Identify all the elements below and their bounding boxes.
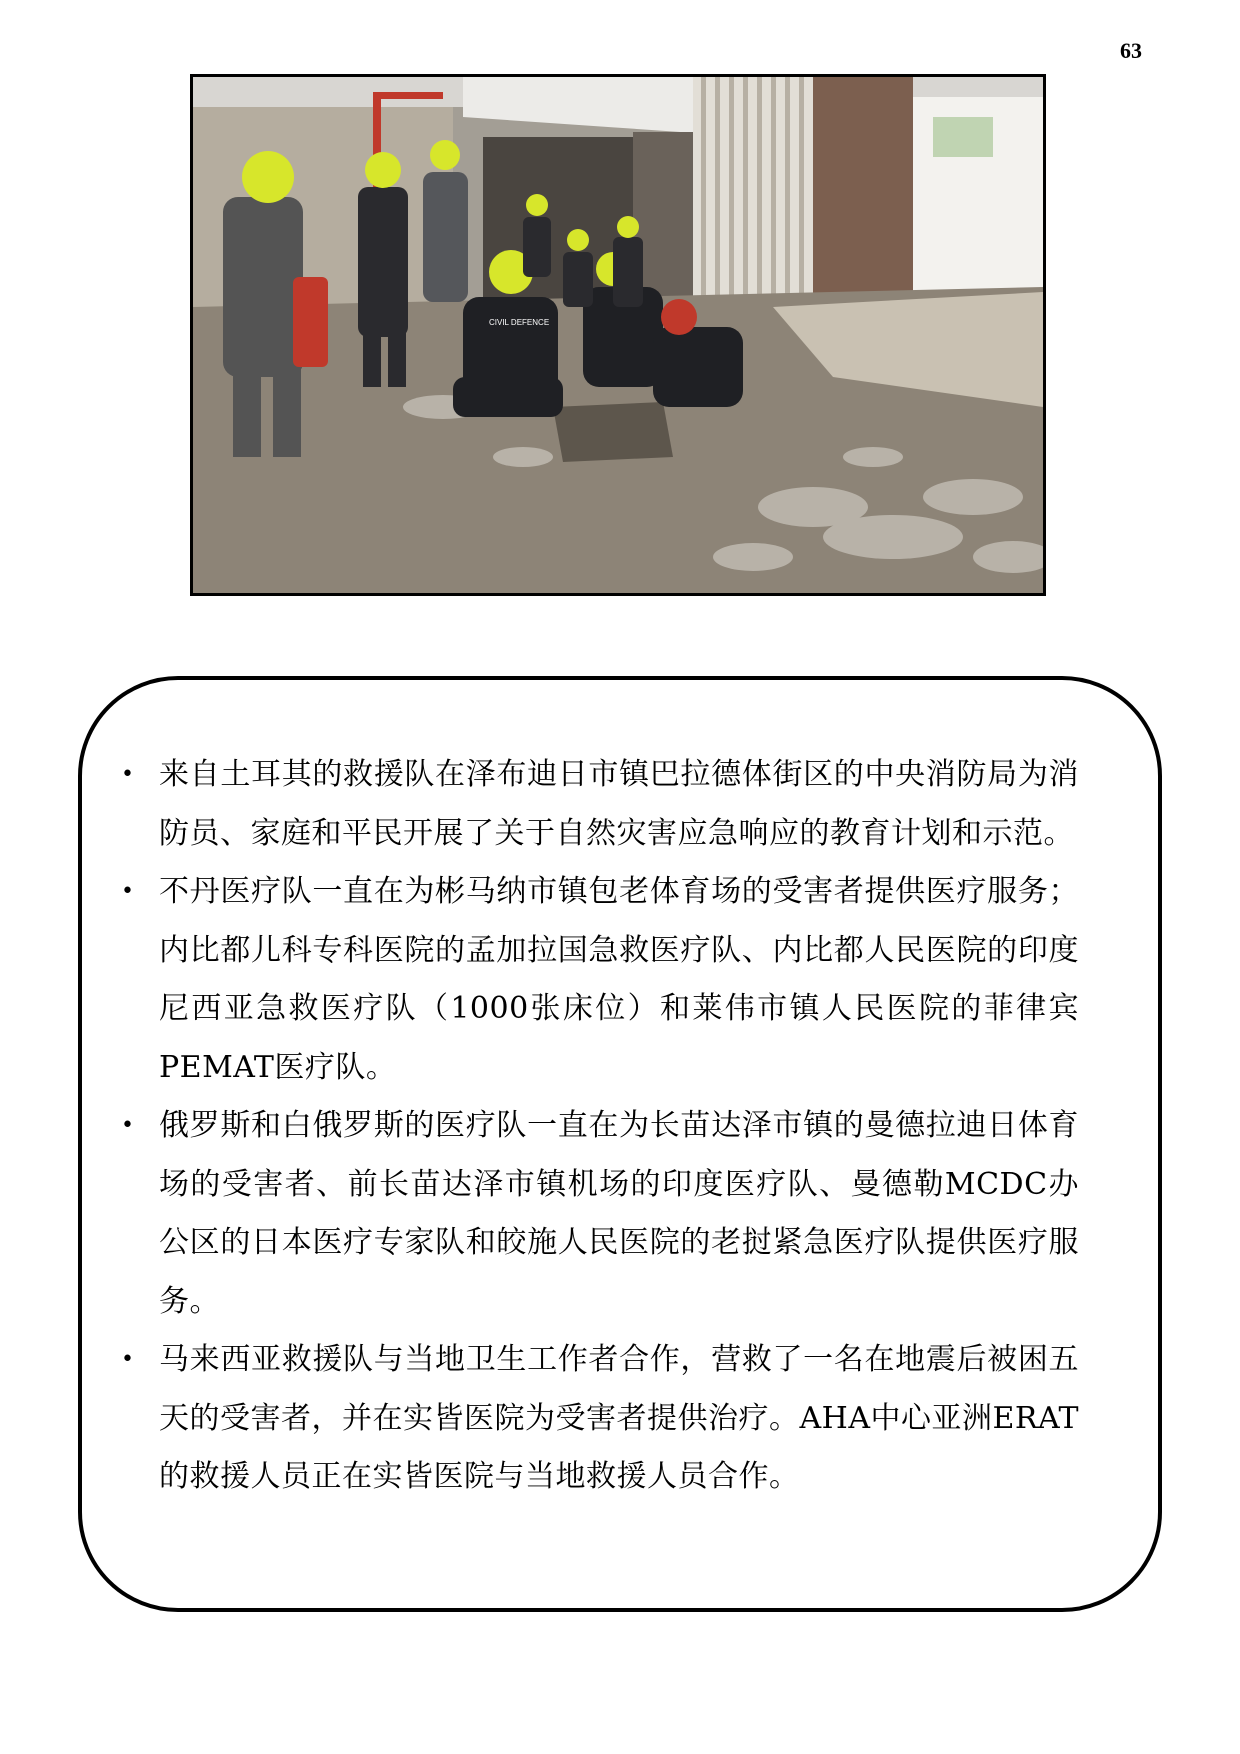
window-greenery xyxy=(933,117,993,157)
bullet-text: 来自土耳其的救援队在泽布迪日市镇巴拉德体街区的中央消防局为消防员、家庭和平民开展了关于自然灾害应急响应的教育计划和示范。 xyxy=(159,757,1079,851)
bullet-list xyxy=(121,746,1080,1507)
bullet-icon: • xyxy=(121,1113,135,1138)
bullet-item xyxy=(121,1097,1079,1331)
bullet-text: 马来西亚救援队与当地卫生工作者合作，营救了一名在地震后被困五天的受害者，并在实皆医院为受害者提供治疗。AHA中心亚洲ERAT的救援人员正在实皆医院与当地救援人员合作。 xyxy=(159,1342,1080,1494)
bullet-text: 不丹医疗队一直在为彬马纳市镇包老体育场的受害者提供医疗服务；内比都儿科专科医院的孟加拉国急救医疗队、内比都人民医院的印度尼西亚急救医疗队（1000张床位）和莱伟市镇人民医院的菲律宾PEMAT医疗队。 xyxy=(159,874,1079,1085)
bullet-icon: • xyxy=(121,879,135,904)
bullet-item xyxy=(121,863,1079,1097)
civil-defence-patch: CIVIL DEFENCE xyxy=(489,318,550,327)
rescue-team-photo xyxy=(190,74,1046,596)
bullet-text: 俄罗斯和白俄罗斯的医疗队一直在为长苗达泽市镇的曼德拉迪日体育场的受害者、前长苗达泽市镇机场的印度医疗队、曼德勒MCDC办公区的日本医疗专家队和皎施人民医院的老挝紧急医疗队提供医疗服务。 xyxy=(159,1108,1079,1319)
photo-illustration xyxy=(193,77,1043,593)
bullet-icon: • xyxy=(121,1347,135,1372)
bullet-item xyxy=(121,1331,1080,1507)
page-number: 63 xyxy=(1120,38,1142,63)
brown-panel xyxy=(813,77,913,317)
bullet-icon: • xyxy=(121,762,135,787)
floor-hole xyxy=(553,402,673,462)
red-pipe-horizontal xyxy=(373,92,443,99)
bullet-item xyxy=(121,746,1079,863)
rounded-text-box xyxy=(78,676,1162,1612)
